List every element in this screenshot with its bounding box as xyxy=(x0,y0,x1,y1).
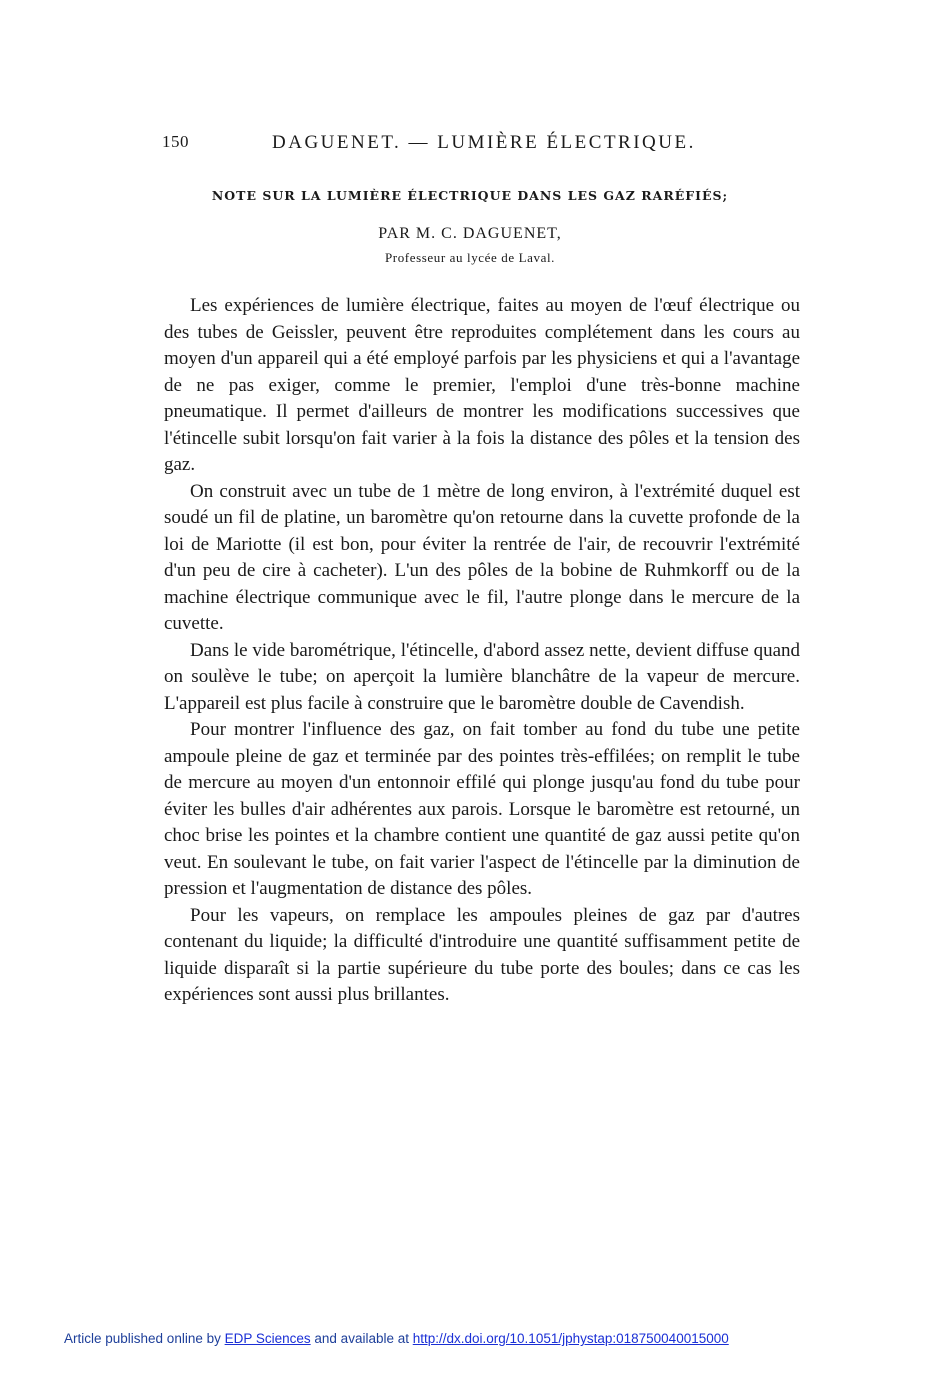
paragraph: Pour les vapeurs, on remplace les ampoules pleines de gaz par d'autres contenant du liquide; la difficulté d'introduire une quantité suffisamment petite de liquide disparaît si la partie supérieure du tube porte des boules; dans ce cas les expériences sont aussi plus brillantes. xyxy=(164,904,800,1005)
footer-middle: and available at xyxy=(310,1331,413,1346)
publisher-link[interactable]: EDP Sciences xyxy=(224,1331,311,1346)
publication-footer xyxy=(64,1331,864,1346)
doi-link[interactable]: http://dx.doi.org/10.1051/jphystap:018750040015000 xyxy=(412,1331,729,1346)
paragraph: Pour montrer l'influence des gaz, on fait tomber au fond du tube une petite ampoule pleine de gaz et terminée par des pointes très-effilées; on remplit le tube de mercure au moyen d'un entonnoir effilé qui plonge jusqu'au fond du tube pour éviter les bulles d'air adhérentes aux parois. Lorsque le baromètre est retourné, un choc brise les pointes et la chambre contient une quantité de gaz aussi petite qu'on veut. En soulevant le tube, on fait varier l'aspect de l'étincelle par la diminution de pression et l'augmentation de distance des pôles. xyxy=(164,719,800,899)
page-number: 150 xyxy=(162,132,189,151)
paragraph: Les expériences de lumière électrique, faites au moyen de l'œuf électrique ou des tubes de Geissler, peuvent être reproduites complétement dans les cours au moyen d'un appareil qui a été employé parfois par les physiciens et qui a l'avantage de ne pas exiger, comme le premier, l'emploi d'une très-bonne machine pneumatique. Il permet d'ailleurs de montrer les modifications successives que l'étincelle subit lorsqu'on fait varier à la fois la distance des pôles et la tension des gaz. xyxy=(164,295,800,475)
paragraph: Dans le vide barométrique, l'étincelle, d'abord assez nette, devient diffuse quand on soulève le tube; on aperçoit la lumière blanchâtre de la vapeur de mercure. L'appareil est plus facile à construire que le baromètre double de Cavendish. xyxy=(164,639,800,714)
article-author: PAR M. C. DAGUENET, xyxy=(378,225,562,242)
footer-prefix: Article published online by xyxy=(64,1331,225,1346)
running-title: DAGUENET. — LUMIÈRE ÉLECTRIQUE. xyxy=(272,132,696,153)
article-title: NOTE SUR LA LUMIÈRE ÉLECTRIQUE DANS LES GAZ RARÉFIÉS; xyxy=(211,188,729,203)
article-body xyxy=(164,293,800,1009)
page-header xyxy=(162,132,762,158)
paragraph: On construit avec un tube de 1 mètre de long environ, à l'extrémité duquel est soudé un fil de platine, un baromètre qu'on retourne dans la cuvette profonde de la loi de Mariotte (il est bon, pour éviter la rentrée de l'air, de recouvrir l'extrémité d'un peu de cire à cacheter). L'un des pôles de la bobine de Ruhmkorff ou de la machine électrique communique avec le fil, l'autre plonge dans le mercure de la cuvette. xyxy=(164,480,800,634)
author-affiliation: Professeur au lycée de Laval. xyxy=(384,250,556,265)
